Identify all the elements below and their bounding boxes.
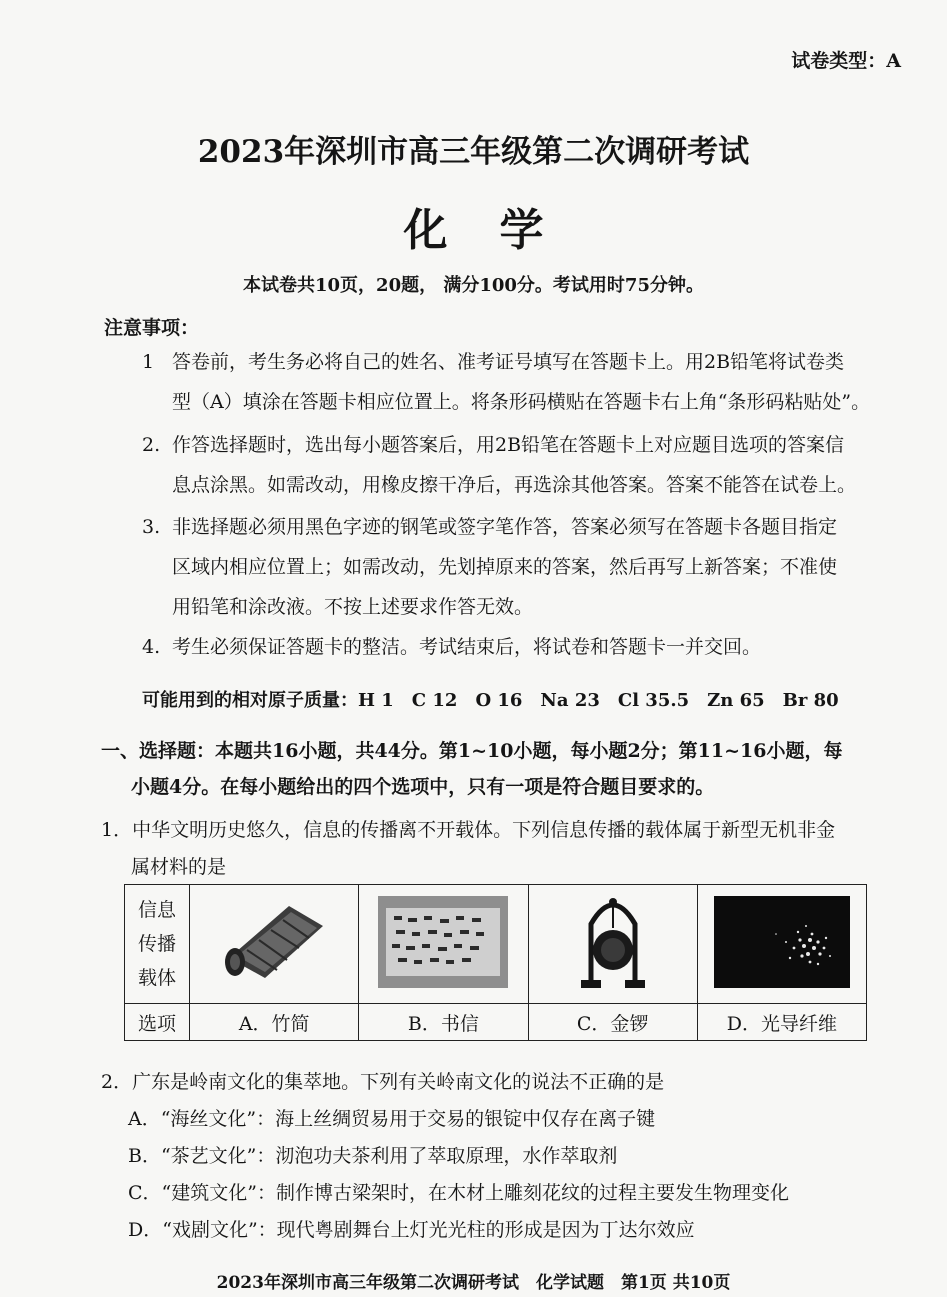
section-line: 小题4分。在每小题给出的四个选项中，只有一项是符合题目要求的。 — [131, 776, 715, 798]
question-line: 1．中华文明历史悠久，信息的传播离不开载体。下列信息传播的载体属于新型无机非金 — [101, 819, 836, 841]
notice-line: 非选择题必须用黑色字迹的钢笔或签字笔作答，答案必须写在答题卡各题目指定 — [172, 516, 838, 538]
exam-title: 2023年深圳市高三年级第二次调研考试 — [197, 134, 750, 170]
notice-item-number: 2. — [142, 434, 161, 456]
option-c-cell: C．金锣 — [528, 1004, 697, 1041]
row-header-line: 信息 — [138, 899, 177, 921]
optical-fiber-icon — [714, 896, 850, 988]
notice-line: 作答选择题时，选出每小题答案后，用2B铅笔在答题卡上对应题目选项的答案信 — [172, 434, 845, 456]
bamboo-slips-icon — [219, 898, 329, 986]
question-line: 属材料的是 — [131, 856, 227, 878]
notice-line: 息点涂黑。如需改动，用橡皮擦干净后，再选涂其他答案。答案不能答在试卷上。 — [172, 474, 857, 496]
row-header-carrier — [125, 885, 190, 1004]
question-2-option-b: B．“茶艺文化”：沏泡功夫茶利用了萃取原理，水作萃取剂 — [128, 1145, 618, 1167]
row-header-option: 选项 — [125, 1004, 190, 1041]
option-a-cell: A．竹简 — [190, 1004, 359, 1041]
notice-line: 用铅笔和涂改液。不按上述要求作答无效。 — [172, 596, 534, 618]
row-header-line: 传播 — [138, 933, 177, 955]
notice-item-number: 3. — [142, 516, 161, 538]
exam-summary: 本试卷共10页，20题， 满分100分。考试用时75分钟。 — [243, 275, 704, 296]
notice-line: 型（A）填涂在答题卡相应位置上。将条形码横贴在答题卡右上角“条形码粘贴处”。 — [172, 391, 871, 413]
notice-item-3 — [142, 507, 837, 627]
question-2-option-d: D．“戏剧文化”：现代粤剧舞台上灯光光柱的形成是因为丁达尔效应 — [128, 1219, 695, 1241]
atomic-masses: 可能用到的相对原子质量：H 1 C 12 O 16 Na 23 Cl 35.5 Zn 65 Br 80 — [142, 690, 839, 711]
section-line: 一、选择题：本题共16小题，共44分。第1~10小题，每小题2分；第11~16小题，每 — [101, 740, 843, 762]
notice-line: 答卷前，考生务必将自己的姓名、准考证号填写在答题卡上。用2B铅笔将试卷类 — [172, 351, 845, 373]
exam-type-label: 试卷类型：A — [791, 50, 901, 72]
notice-line: 区域内相应位置上；如需改动，先划掉原来的答案，然后再写上新答案；不准使 — [172, 556, 838, 578]
letter-icon — [378, 896, 508, 988]
option-b-cell: B．书信 — [359, 1004, 528, 1041]
bamboo-slips-image — [190, 885, 359, 1004]
row-header-line: 载体 — [138, 967, 177, 989]
question-2 — [101, 1064, 789, 1249]
notice-item-2 — [142, 425, 856, 505]
section-one-instructions — [101, 733, 842, 805]
notice-heading: 注意事项： — [104, 317, 200, 339]
carrier-table — [124, 884, 867, 1041]
letter-image — [359, 885, 528, 1004]
gong-icon — [573, 894, 653, 990]
gong-image — [528, 885, 697, 1004]
page-footer: 2023年深圳市高三年级第二次调研考试 化学试题 第1页 共10页 — [216, 1273, 731, 1293]
option-d-cell: D．光导纤维 — [697, 1004, 866, 1041]
notice-item-4 — [142, 627, 761, 667]
subject-title: 化学 — [403, 205, 596, 256]
optical-fiber-image — [697, 885, 866, 1004]
question-2-option-c: C．“建筑文化”：制作博古梁架时，在木材上雕刻花纹的过程主要发生物理变化 — [128, 1182, 789, 1204]
notice-item-number: 1 — [142, 351, 155, 373]
question-2-option-a: A．“海丝文化”：海上丝绸贸易用于交易的银锭中仅存在离子键 — [128, 1108, 656, 1130]
notice-item-number: 4. — [142, 636, 161, 658]
notice-item-1 — [142, 342, 870, 422]
notice-line: 考生必须保证答题卡的整洁。考试结束后，将试卷和答题卡一并交回。 — [172, 636, 762, 658]
question-2-stem: 2．广东是岭南文化的集萃地。下列有关岭南文化的说法不正确的是 — [101, 1071, 665, 1093]
question-1-stem — [101, 812, 835, 886]
